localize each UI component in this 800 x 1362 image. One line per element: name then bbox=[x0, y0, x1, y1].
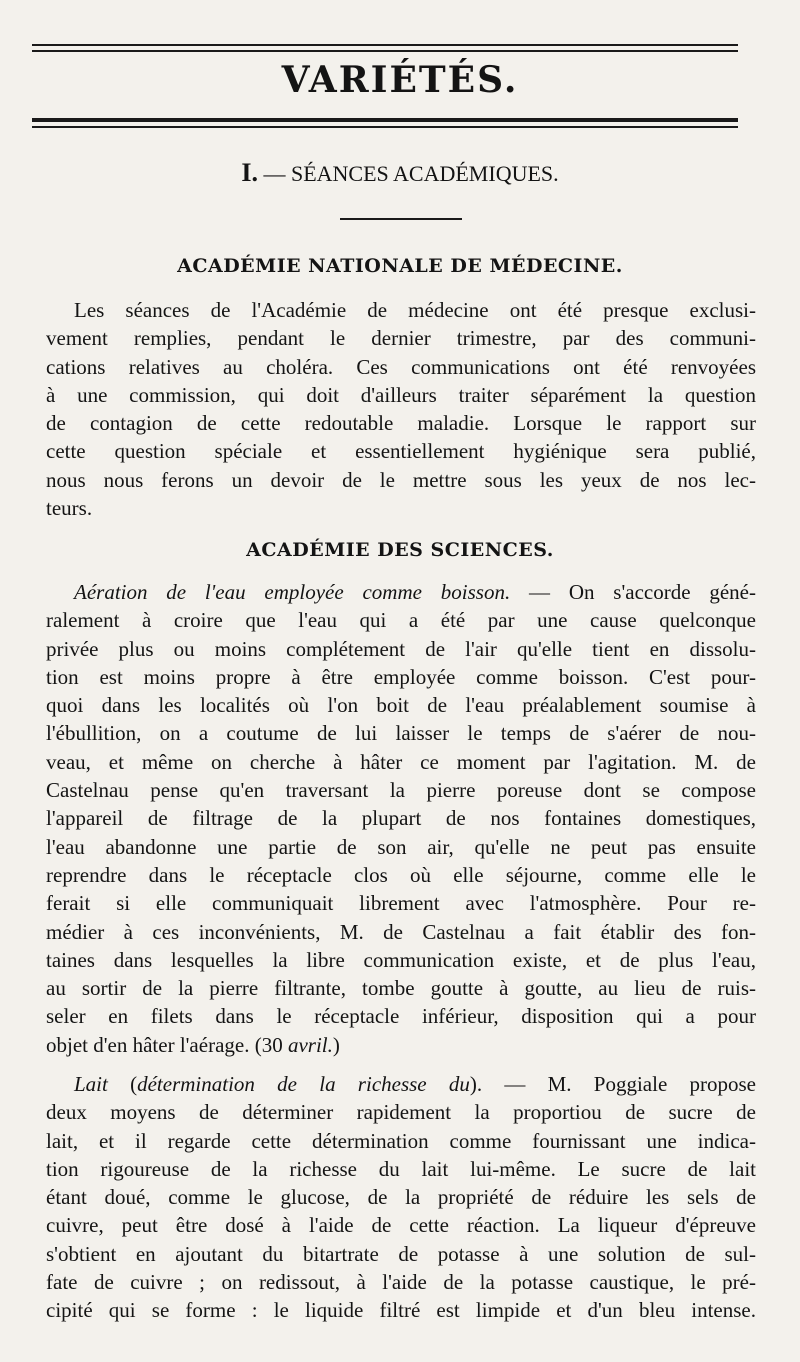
text-line: fate de cuivre ; on redissout, à l'aide de la potasse caustique, le pré- bbox=[46, 1270, 756, 1295]
text-line: lait, et il regarde cette détermination comme fournissant une indica- bbox=[46, 1128, 756, 1153]
section-heading bbox=[0, 158, 800, 189]
article-title-line bbox=[46, 578, 756, 606]
paragraph-lait bbox=[46, 1070, 756, 1325]
text-line: à une commission, qui doit d'ailleurs traiter séparément la question bbox=[46, 382, 756, 407]
text-line: deux moyens de déterminer rapidement la proportiou de sucre de bbox=[46, 1100, 756, 1125]
text-line: vement remplies, pendant le dernier trimestre, par des communi- bbox=[46, 326, 756, 351]
article-title-lait: Lait bbox=[74, 1072, 108, 1096]
section-divider bbox=[340, 218, 462, 220]
section-number: I. bbox=[241, 158, 258, 187]
text-line: cuivre, peut être dosé à l'aide de cette réaction. La liqueur d'épreuve bbox=[46, 1213, 756, 1238]
text-line-last bbox=[46, 1031, 756, 1059]
text-line: cations relatives au choléra. Ces communications ont été renvoyées bbox=[46, 354, 756, 379]
text-line: teurs. bbox=[46, 496, 93, 521]
article-date: avril. bbox=[287, 1032, 333, 1057]
title-rule-lower bbox=[32, 126, 738, 128]
text-line: privée plus ou moins complétement de l'air qu'elle tient en dissolu- bbox=[46, 636, 756, 661]
text-line: au sortir de la pierre filtrante, tombe goutte à goutte, au lieu de ruis- bbox=[46, 976, 756, 1001]
article-title-rest: — On s'accorde géné- bbox=[510, 580, 756, 604]
text-line: l'appareil de filtrage de la plupart de nos fontaines domestiques, bbox=[46, 806, 756, 831]
text-line: reprendre dans le réceptacle clos où elle séjourne, comme elle le bbox=[46, 862, 756, 887]
text-line: seler en filets dans le réceptacle inférieur, disposition qui a pour bbox=[46, 1004, 756, 1029]
text-line: veau, et même on cherche à hâter ce moment par l'agitation. M. de bbox=[46, 749, 756, 774]
last-line-text: objet d'en hâter l'aérage. (30 bbox=[46, 1032, 288, 1057]
text-line: l'ébullition, on a coutume de lui laisser le temps de s'aérer de nou- bbox=[46, 721, 756, 746]
text-line: Les séances de l'Académie de médecine ont été presque exclusi- bbox=[74, 298, 756, 322]
paren-close: ). bbox=[469, 1072, 483, 1096]
text-line: ralement à croire que l'eau qui a été par une cause quelconque bbox=[46, 608, 756, 633]
article-title-aeration: Aération de l'eau employée comme boisson. bbox=[74, 580, 511, 604]
article-title-line bbox=[46, 1070, 756, 1098]
paragraph-aeration bbox=[46, 578, 756, 1059]
top-rule-upper bbox=[32, 44, 738, 46]
text-line: quoi dans les localités où l'on boit de l'eau préalablement soumise à bbox=[46, 693, 756, 718]
heading-academie-medecine: ACADÉMIE NATIONALE DE MÉDECINE. bbox=[177, 255, 623, 277]
text-line: médier à ces inconvénients, M. de Castelnau a fait établir des fon- bbox=[46, 919, 756, 944]
date-close: ) bbox=[332, 1032, 340, 1057]
text-line: s'obtient en ajoutant du bitartrate de potasse à une solution de sul- bbox=[46, 1241, 756, 1266]
text-line: cipité qui se forme : le liquide filtré est limpide et d'un bleu intense. bbox=[46, 1298, 756, 1323]
text-line: tion rigoureuse de la richesse du lait lui-même. Le sucre de lait bbox=[46, 1156, 756, 1181]
paragraph-academie-medecine bbox=[46, 296, 756, 522]
paren-open: ( bbox=[107, 1072, 138, 1096]
section-dash: — bbox=[263, 161, 286, 186]
text-line: de contagion de cette redoutable maladie. Lorsque le rapport sur bbox=[46, 411, 756, 436]
text-line: tion est moins propre à être employée comme boisson. C'est pour- bbox=[46, 664, 756, 689]
heading-academie-sciences: ACADÉMIE DES SCIENCES. bbox=[246, 539, 554, 561]
article-title-lait-sub: détermination de la richesse du bbox=[137, 1072, 470, 1096]
text-line: Castelnau pense qu'en traversant la pierre poreuse dont se compose bbox=[46, 778, 756, 803]
page-title: VARIÉTÉS. bbox=[281, 59, 519, 101]
text-line: l'eau abandonne une partie de son air, qu'elle ne peut pas ensuite bbox=[46, 834, 756, 859]
article-title-rest: — M. Poggiale propose bbox=[482, 1072, 756, 1096]
text-line: nous nous ferons un devoir de le mettre sous les yeux de nos lec- bbox=[46, 467, 756, 492]
title-rule-upper bbox=[32, 118, 738, 122]
text-line: cette question spéciale et essentiellement hygiénique sera publié, bbox=[46, 439, 756, 464]
top-rule-lower bbox=[32, 50, 738, 52]
text-line: étant doué, comme le glucose, de la propriété de réduire les sels de bbox=[46, 1185, 756, 1210]
section-label: SÉANCES ACADÉMIQUES. bbox=[290, 161, 559, 186]
text-line: taines dans lesquelles la libre communication existe, et de plus l'eau, bbox=[46, 947, 756, 972]
text-line: ferait si elle communiquait librement avec l'atmosphère. Pour re- bbox=[46, 891, 756, 916]
